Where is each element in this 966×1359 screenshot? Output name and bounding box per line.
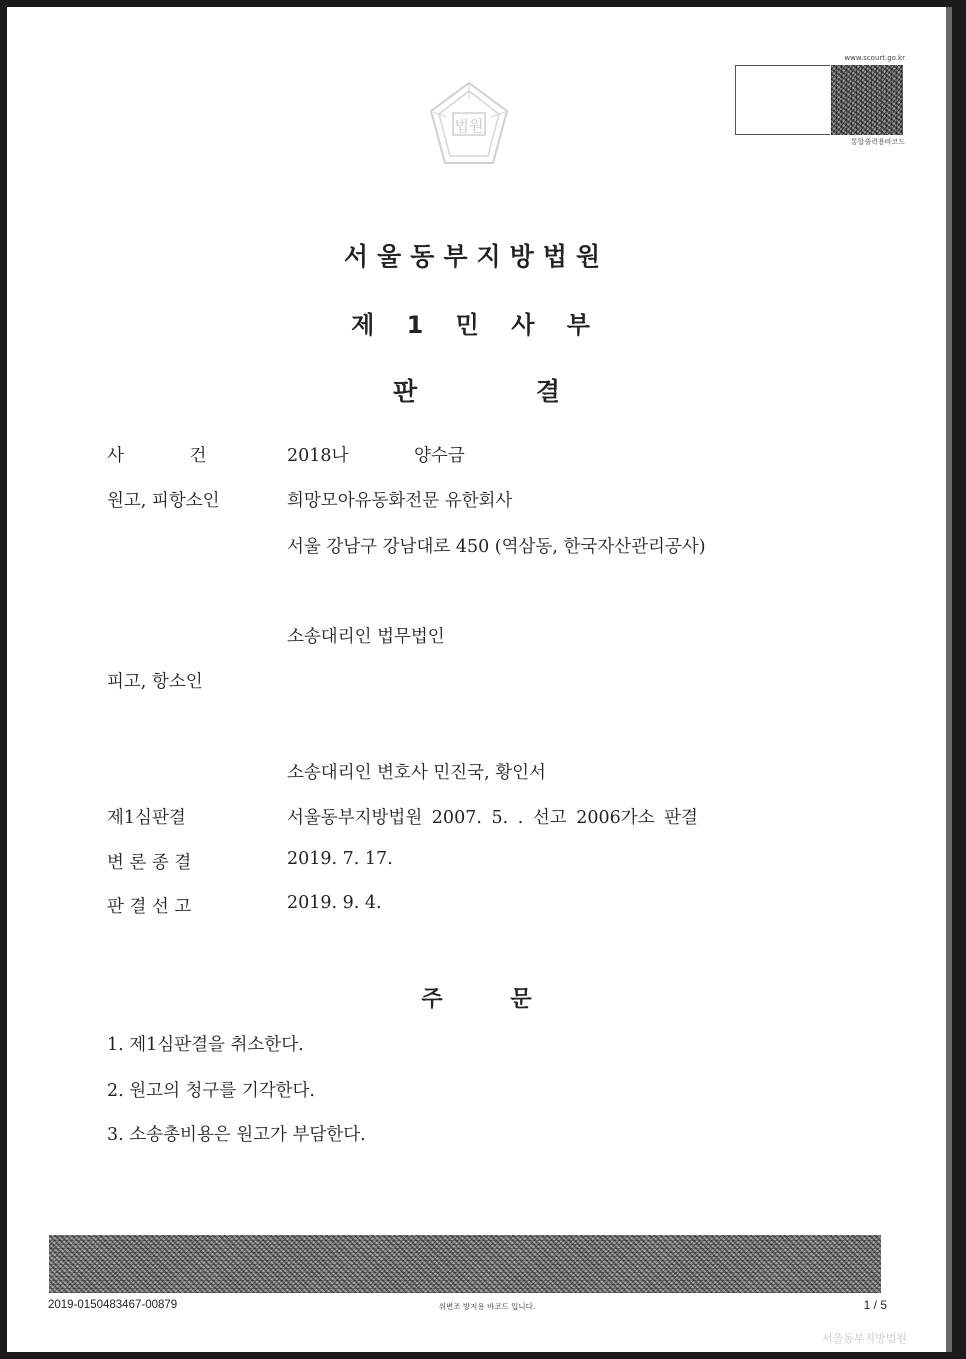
- case-label: 사 건: [107, 446, 207, 466]
- qr-caption: 통합출력용바코드: [850, 138, 905, 146]
- page-number: 1 / 5: [863, 1298, 887, 1312]
- judgment-date-value: 2019. 9. 4.: [287, 893, 382, 913]
- order-item: 1. 제1심판결을 취소한다.: [107, 1035, 304, 1055]
- document-number: 2019-0150483467-00879: [48, 1299, 178, 1311]
- barcode-frame: [735, 65, 830, 135]
- plaintiff-label: 원고, 피항소인: [107, 491, 220, 511]
- court-watermark: 서울동부지방법원: [821, 1332, 907, 1345]
- court-seal-icon: [427, 79, 511, 171]
- first-instance-value: 서울동부지방법원 2007. 5. . 선고 2006가소 판결: [287, 808, 698, 828]
- order-item: 3. 소송총비용은 원고가 부담한다.: [107, 1125, 366, 1145]
- page-edge-shadow: [946, 7, 952, 1352]
- division-name: 제 1 민 사 부: [351, 311, 602, 339]
- order-title: 주 문: [421, 987, 532, 1012]
- qr-code-icon: [831, 65, 903, 135]
- plaintiff-counsel: 소송대리인 법무법인: [287, 627, 445, 647]
- plaintiff-name: 희망모아유동화전문 유한회사: [287, 491, 513, 511]
- order-item: 2. 원고의 청구를 기각한다.: [107, 1081, 315, 1101]
- anti-forgery-barcode: [49, 1235, 881, 1293]
- barcode-note: 위변조 방지용 바코드 입니다.: [438, 1302, 536, 1311]
- defendant-label: 피고, 항소인: [107, 672, 203, 692]
- argument-end-value: 2019. 7. 17.: [287, 849, 393, 869]
- case-value: 2018나 양수금: [287, 446, 465, 466]
- plaintiff-address: 서울 강남구 강남대로 450 (역삼동, 한국자산관리공사): [287, 537, 706, 557]
- first-instance-label: 제1심판결: [107, 808, 186, 828]
- document-page: [7, 7, 946, 1352]
- court-name: 서울동부지방법원: [343, 242, 610, 271]
- defendant-counsel: 소송대리인 변호사 민진국, 황인서: [287, 763, 546, 783]
- seal-text: 법원: [454, 117, 484, 135]
- qr-url: www.scourt.go.kr: [844, 54, 905, 62]
- argument-end-label: 변 론 종 결: [107, 853, 192, 873]
- document-type: 판 결: [392, 377, 560, 406]
- judgment-date-label: 판 결 선 고: [107, 897, 192, 917]
